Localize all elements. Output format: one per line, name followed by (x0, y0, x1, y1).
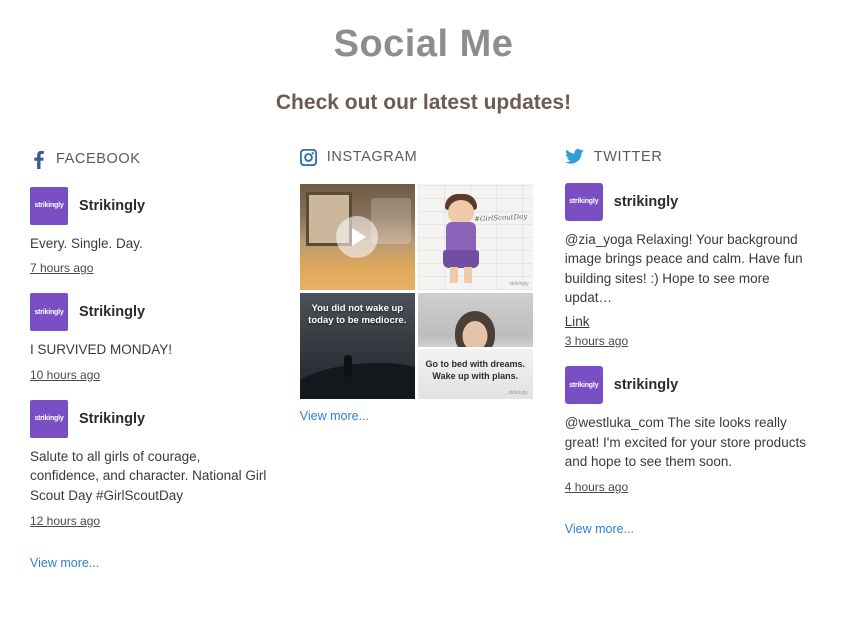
play-icon[interactable] (336, 216, 378, 258)
post-text: Every. Single. Day. (30, 235, 143, 251)
post-timestamp[interactable]: 12 hours ago (30, 513, 101, 528)
instagram-tile-dreams[interactable] (418, 293, 533, 399)
instagram-tile-caption: Go to bed with dreams. Wake up with plans. (425, 359, 526, 382)
twitter-view-more-link[interactable]: View more... (564, 521, 635, 536)
instagram-tile-watermark: strikingly (509, 280, 529, 287)
instagram-tile-mediocre[interactable] (300, 293, 415, 399)
post-header (30, 293, 270, 331)
post-username: strikingly (613, 193, 679, 210)
facebook-view-more-link[interactable]: View more... (30, 555, 100, 570)
facebook-column-label: FACEBOOK (56, 150, 141, 167)
avatar: strikingly (30, 400, 68, 438)
post-text: @westluka_com The site looks really great! I'm excited for your store products and hope to see them soon. (564, 415, 806, 470)
avatar: strikingly (565, 366, 603, 404)
post-username: Strikingly (79, 304, 146, 321)
facebook-post (30, 187, 270, 280)
facebook-icon (30, 149, 46, 169)
post-header (30, 400, 270, 438)
avatar: strikingly (565, 183, 603, 221)
instagram-tile-girlscout[interactable] (418, 184, 533, 290)
post-username: Strikingly (79, 197, 146, 214)
instagram-tile-caption: You did not wake up today to be mediocre. (308, 302, 407, 326)
twitter-post (565, 366, 817, 498)
instagram-tile-watermark: strikingly (508, 389, 528, 396)
facebook-post (30, 400, 270, 532)
twitter-post (565, 183, 817, 352)
page-subtitle: Check out our latest updates! (275, 90, 572, 114)
post-username: Strikingly (79, 410, 146, 427)
post-timestamp[interactable]: 10 hours ago (30, 367, 101, 382)
post-header (30, 187, 270, 225)
post-link[interactable]: Link (564, 314, 590, 330)
avatar: strikingly (30, 187, 68, 225)
instagram-photo-grid (300, 184, 533, 399)
feed-columns (30, 149, 817, 572)
instagram-column (290, 149, 553, 425)
avatar: strikingly (30, 293, 68, 331)
post-timestamp[interactable]: 7 hours ago (30, 261, 94, 276)
post-timestamp[interactable]: 3 hours ago (564, 334, 629, 349)
post-text: Salute to all girls of courage, confidence, and character. National Girl Scout Day #GirlScoutDay (30, 448, 267, 504)
twitter-column (553, 149, 817, 538)
facebook-post (30, 293, 270, 386)
post-username: strikingly (613, 377, 679, 394)
twitter-column-header (565, 149, 817, 165)
social-feed-page (0, 22, 847, 643)
post-header (565, 366, 817, 404)
post-timestamp[interactable]: 4 hours ago (564, 479, 629, 494)
post-text: @zia_yoga Relaxing! Your background image brings peace and calm. Have fun building sites! :) Hope to see more updat… (564, 231, 803, 306)
post-text: I SURVIVED MONDAY! (30, 342, 173, 358)
twitter-column-label: TWITTER (593, 148, 663, 165)
facebook-column (30, 149, 290, 572)
instagram-column-label: INSTAGRAM (326, 149, 418, 166)
instagram-tile-video[interactable] (300, 184, 415, 290)
instagram-icon (300, 149, 317, 166)
instagram-view-more-link[interactable]: View more... (299, 408, 370, 423)
post-header (565, 183, 817, 221)
instagram-column-header (300, 149, 533, 166)
facebook-column-header (30, 149, 270, 169)
instagram-tile-caption: #GirlScoutDay (474, 212, 528, 224)
page-title: Social Me (333, 23, 514, 65)
twitter-icon (565, 149, 584, 165)
